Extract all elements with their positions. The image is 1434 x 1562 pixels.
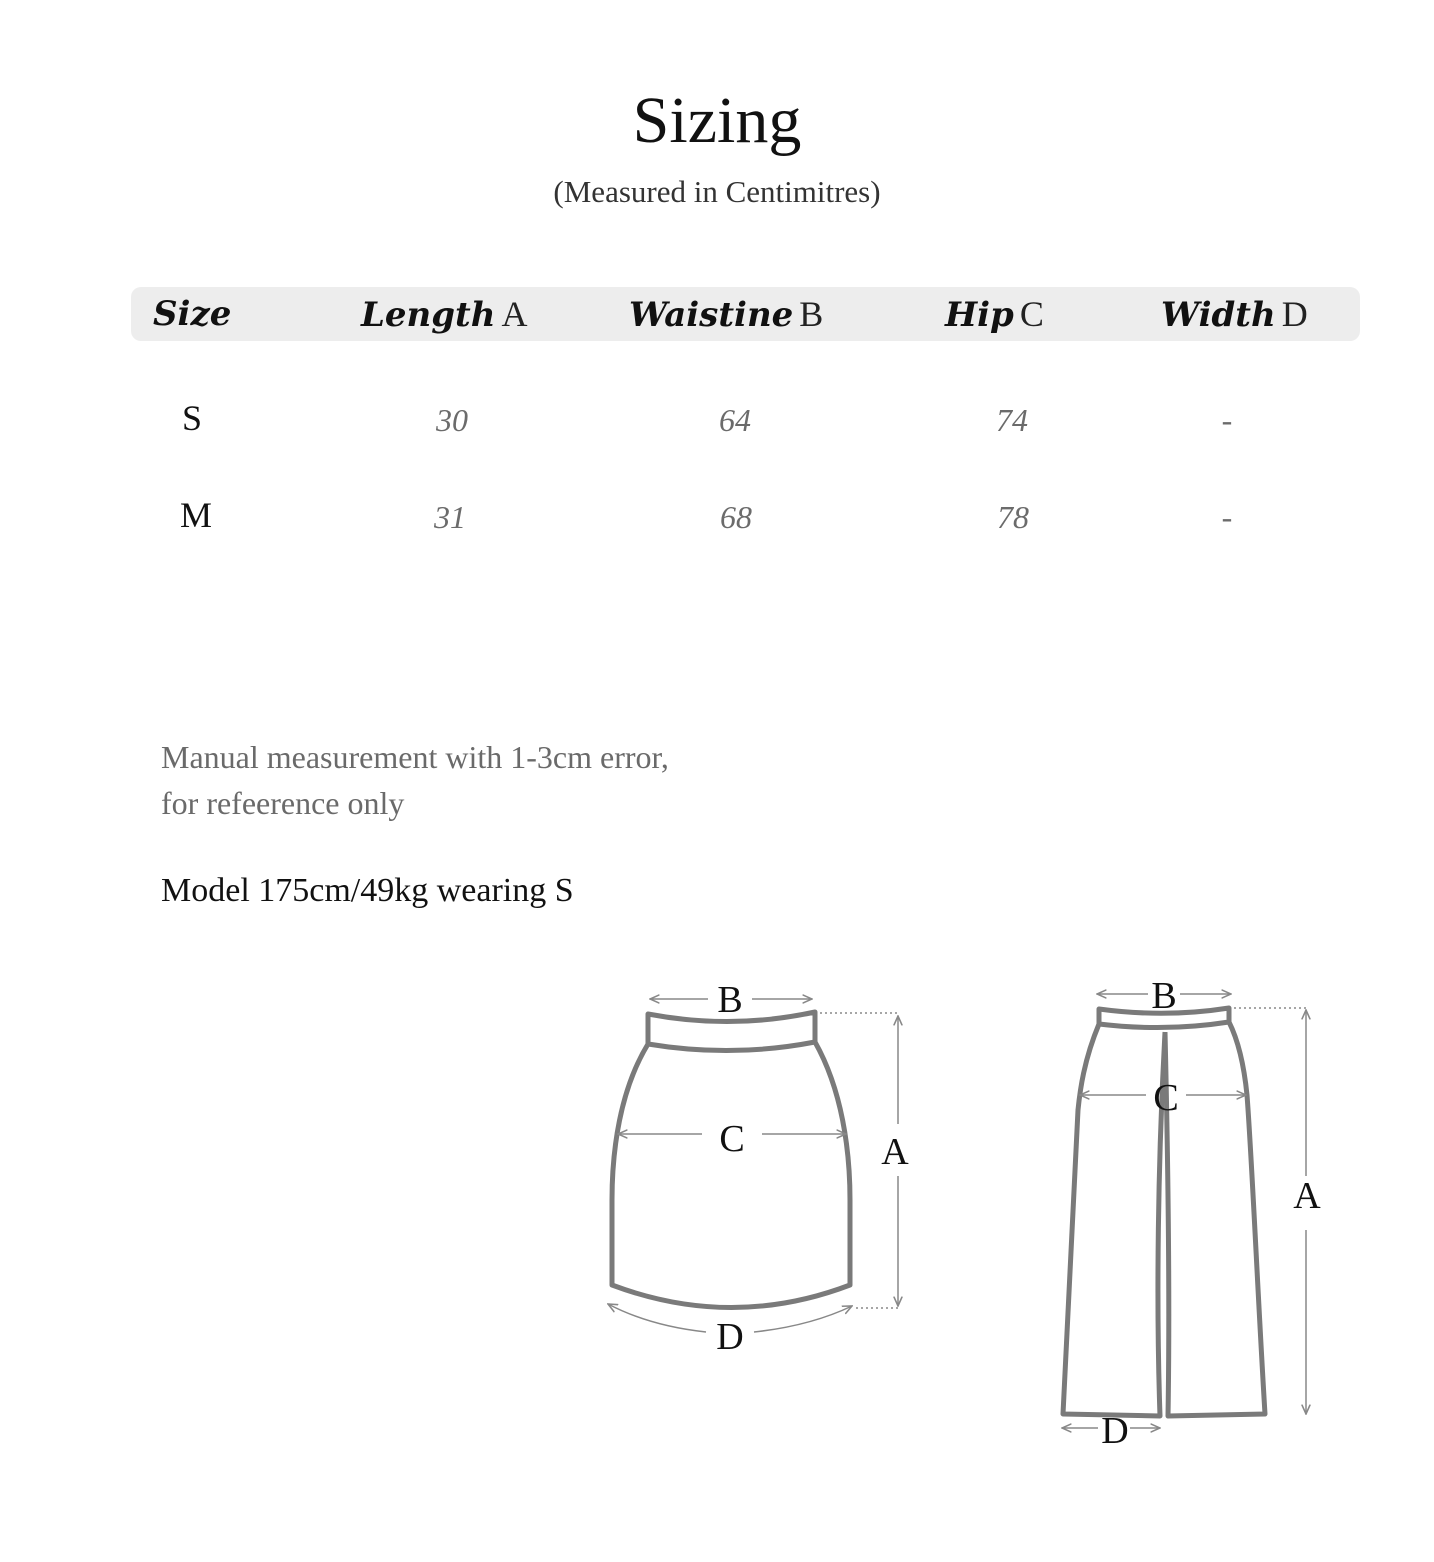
row-s-width: - [1221,402,1233,438]
note-line-2: for refeerence only [161,785,405,821]
pants-outline [1063,1008,1265,1416]
model-info: Model 175cm/49kg wearing S [161,872,574,909]
skirt-label-side: A [881,1131,909,1173]
note-line-1: Manual measurement with 1-3cm error, [161,739,669,775]
header-width-letter: D [1281,294,1308,334]
pants-label-bottom: D [1101,1410,1129,1452]
page-subtitle: (Measured in Centimitres) [553,174,881,209]
row-s-size: S [181,398,203,438]
header-waist-letter: B [799,294,824,334]
pants-measure-lines [1062,994,1306,1428]
page-title: Sizing [632,84,802,157]
skirt-label-top: B [717,979,743,1021]
row-m-hip: 78 [997,499,1029,535]
header-length-letter: A [501,294,528,334]
pants-right-leg [1165,1022,1265,1416]
skirt-diagram [608,979,909,1358]
row-m-length: 31 [434,499,466,535]
row-m-width: - [1221,499,1233,535]
header-hip-label: Hip [945,295,1014,335]
row-m-waist: 68 [720,499,752,535]
row-s-length: 30 [436,402,468,438]
skirt-body [612,1042,850,1308]
pants-label-middle: C [1153,1077,1179,1119]
row-s-waist: 64 [719,402,751,438]
header-width-label: Width [1161,295,1276,335]
skirt-label-middle: C [719,1118,745,1160]
pants-label-side: A [1293,1175,1321,1217]
pants-diagram [1062,975,1321,1452]
header-size-label: Size [153,294,232,334]
skirt-label-bottom: D [716,1316,744,1358]
row-m-size: M [179,495,213,535]
header-length-label: Length [361,295,496,335]
header-waist-label: Waistine [629,295,794,335]
pants-label-top: B [1151,975,1177,1017]
header-hip-letter: C [1019,294,1044,334]
pants-left-leg [1063,1024,1165,1416]
row-s-hip: 74 [996,402,1028,438]
